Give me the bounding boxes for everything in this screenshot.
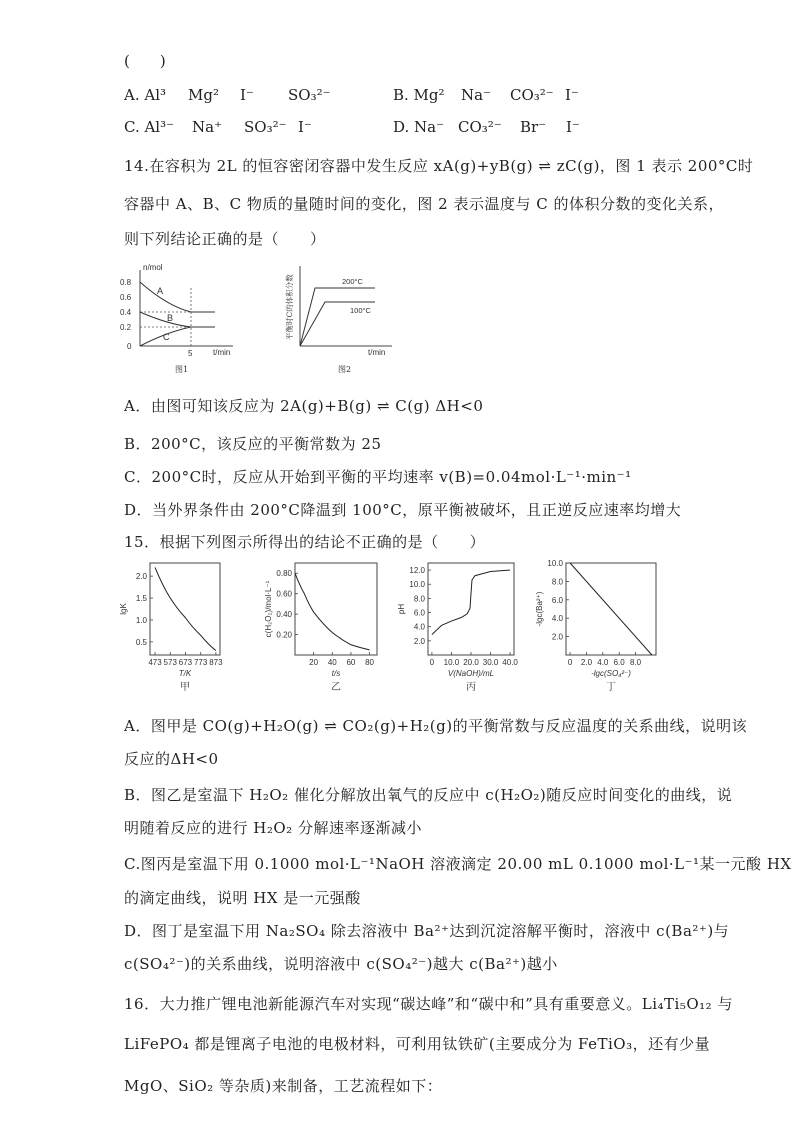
chart-caption: 丙 — [466, 682, 476, 693]
q15-stem: 15．根据下列图示所得出的结论不正确的是（ ） — [124, 533, 486, 551]
chart-xtick-label: 873 — [209, 658, 223, 667]
q15-option-c-line2: 的滴定曲线，说明 HX 是一元强酸 — [124, 889, 361, 907]
chart-ytick-label: 0.60 — [276, 589, 292, 599]
chart-xtick-label: 10.0 — [443, 658, 460, 667]
q16-line1: 16．大力推广锂电池新能源汽车对实现“碳达峰”和“碳中和”具有重要意义。Li₄Ti₅O₁₂ 与 — [124, 995, 733, 1013]
q15-option-b-line1: B．图乙是室温下 H₂O₂ 催化分解放出氧气的反应中 c(H₂O₂)随反应时间变化的曲线，说 — [124, 786, 733, 804]
q15-option-a-line2: 反应的ΔH<0 — [124, 750, 219, 768]
q14-option-a: A．由图可知该反应为 2A(g)+B(g) ⇌ C(g) ΔH<0 — [124, 397, 484, 415]
fig2-series-label-200c: 200°C — [342, 277, 363, 286]
fig2-xlabel: t/min — [368, 348, 386, 357]
chart-ytick-label: 0.80 — [276, 569, 292, 579]
fig1-ytick: 0.4 — [120, 308, 132, 317]
chart-ylabel: -lgc(Ba²⁺) — [535, 591, 544, 627]
q13-bracket: ( ) — [124, 52, 166, 70]
q15-chart-jia — [120, 555, 230, 703]
chart-xtick-label: 2.0 — [580, 658, 593, 667]
q15-option-d-line1: D．图丁是室温下用 Na₂SO₄ 除去溶液中 Ba²⁺达到沉淀溶解平衡时，溶液中 c(Ba²⁺)与 — [124, 922, 730, 940]
q14-option-b: B．200°C，该反应的平衡常数为 25 — [124, 435, 382, 453]
chart-caption: 乙 — [331, 682, 341, 693]
chart-series-line — [155, 567, 216, 650]
chart-ytick-label: 4.0 — [413, 622, 425, 632]
fig1-curve-a — [140, 282, 215, 312]
fig1-xlabel: t/min — [213, 348, 231, 357]
q14-stem-line1: 14.在容积为 2L 的恒容密闭容器中发生反应 xA(g)+yB(g) ⇌ zC(g)，图 1 表示 200°C时 — [124, 157, 754, 175]
chart-ytick-label: 10.0 — [547, 559, 563, 568]
chart-xtick-label: 80 — [365, 658, 374, 667]
chart-xtick-label: 30.0 — [482, 658, 499, 667]
chart-frame — [150, 563, 220, 655]
q14-stem-line2: 容器中 A、B、C 物质的量随时间的变化，图 2 表示温度与 C 的体积分数的变化关系， — [124, 195, 724, 213]
chart-xtick-label: 473 — [148, 658, 162, 667]
chart-frame — [295, 563, 377, 655]
chart-xtick-label: 673 — [178, 658, 193, 667]
q15-chart-bing — [392, 555, 522, 703]
chart-ytick-label: 0.20 — [276, 630, 292, 640]
fig1-ytick: 0.6 — [120, 293, 132, 302]
q13-option-a-ion2: I⁻ — [240, 86, 254, 104]
q15-chart-yi — [255, 555, 385, 703]
chart-xtick-label: 0 — [567, 658, 573, 667]
chart-xtick-label: 0 — [429, 658, 435, 667]
q13-option-b-ion1: Na⁻ — [461, 86, 491, 104]
q15-option-c-line1: C.图丙是室温下用 0.1000 mol·L⁻¹NaOH 溶液滴定 20.00 mL 0.1000 mol·L⁻¹某一元酸 HX — [124, 855, 792, 873]
chart-ylabel: c(H₂O₂)/mol·L⁻¹ — [264, 580, 273, 638]
chart-xtick-label: 4.0 — [597, 658, 609, 667]
fig1-curve-label-c: C — [163, 332, 170, 342]
q13-option-d-ion2: Br⁻ — [520, 118, 547, 136]
chart-ylabel: lgK — [119, 603, 128, 615]
chart-caption: 丁 — [606, 682, 616, 693]
chart-xtick-label: 573 — [163, 658, 177, 667]
q13-option-a-ion1: Mg² — [188, 86, 219, 104]
fig2-caption: 图2 — [338, 365, 352, 374]
chart-xtick-label: 20 — [309, 658, 319, 667]
q14-option-d: D．当外界条件由 200°C降温到 100°C，原平衡被破坏，且正逆反应速率均增大 — [124, 501, 682, 519]
chart-xtick-label: 6.0 — [613, 658, 625, 667]
chart-series-line — [295, 573, 370, 650]
q14-option-c: C．200°C时，反应从开始到平衡的平均速率 v(B)=0.04mol·L⁻¹·min⁻¹ — [124, 468, 632, 486]
chart-xtick-label: 773 — [193, 658, 208, 667]
chart-ytick-label: 8.0 — [413, 594, 425, 604]
q15-chart-ding — [528, 555, 663, 703]
chart-ytick-label: 1.0 — [135, 615, 147, 625]
q13-option-a-ion3: SO₃²⁻ — [288, 86, 331, 104]
chart-ytick-label: 8.0 — [551, 577, 563, 587]
chart-series-line — [570, 563, 652, 655]
q13-option-d-ion1: CO₃²⁻ — [458, 118, 502, 136]
chart-xlabel: t/s — [331, 669, 341, 678]
q14-stem-line3: 则下列结论正确的是（ ） — [124, 230, 326, 248]
chart-ytick-label: 0.40 — [276, 610, 292, 620]
chart-caption: 甲 — [180, 682, 190, 693]
q13-option-c-ion2: SO₃²⁻ — [244, 118, 287, 136]
q13-option-b-ion2: CO₃²⁻ — [510, 86, 554, 104]
q16-line3: MgO、SiO₂ 等杂质)来制备，工艺流程如下： — [124, 1077, 443, 1095]
chart-xtick-label: 20.0 — [463, 658, 479, 667]
chart-ytick-label: 6.0 — [413, 608, 425, 618]
q15-option-b-line2: 明随着反应的进行 H₂O₂ 分解速率逐渐减小 — [124, 819, 422, 837]
chart-ylabel: pH — [397, 603, 406, 615]
fig1-ylabel: n/mol — [143, 263, 163, 272]
chart-ytick-label: 12.0 — [409, 566, 425, 576]
fig1-curve-c — [140, 327, 215, 346]
fig1-curve-b — [140, 312, 215, 327]
fig1-caption: 图1 — [175, 365, 189, 374]
chart-ytick-label: 1.5 — [135, 594, 147, 604]
chart-xtick-label: 60 — [346, 658, 356, 667]
chart-series-line — [432, 570, 510, 634]
q16-line2: LiFePO₄ 都是锂离子电池的电极材料，可利用钛铁矿(主要成分为 FeTiO₃，还有少量 — [124, 1035, 711, 1053]
chart-ytick-label: 4.0 — [551, 614, 563, 624]
chart-xtick-label: 40.0 — [502, 658, 518, 667]
chart-ytick-label: 6.0 — [551, 595, 563, 605]
chart-xlabel: -lgc(SO₄²⁻) — [591, 669, 631, 678]
chart-ytick-label: 10.0 — [409, 580, 425, 590]
fig1-curve-label-a: A — [157, 286, 164, 296]
chart-ytick-label: 2.0 — [413, 636, 425, 646]
chart-ytick-label: 2.0 — [135, 572, 147, 582]
fig1-xtick-5: 5 — [188, 349, 193, 358]
chart-ytick-label: 0.5 — [135, 637, 147, 647]
chart-xlabel: T/K — [178, 669, 192, 678]
chart-xlabel: V(NaOH)/mL — [447, 669, 495, 678]
q13-option-c-ion3: I⁻ — [298, 118, 312, 136]
chart-xtick-label: 40 — [327, 658, 337, 667]
chart-ytick-label: 2.0 — [551, 632, 563, 642]
q13-option-b-ion3: I⁻ — [565, 86, 579, 104]
fig1-ytick: 0.8 — [120, 278, 132, 287]
fig2-series-label-100c: 100°C — [350, 306, 371, 315]
fig2-series-200c — [300, 288, 375, 346]
fig1-curve-label-b: B — [167, 313, 174, 323]
chart-frame — [428, 563, 514, 655]
q13-option-d-label: D. Na⁻ — [393, 118, 445, 136]
q13-option-a-label: A. Al³ — [124, 86, 167, 104]
q14-figure2 — [280, 258, 400, 380]
q15-option-a-line1: A．图甲是 CO(g)+H₂O(g) ⇌ CO₂(g)+H₂(g)的平衡常数与反应温度的关系曲线，说明该 — [124, 717, 748, 735]
fig2-ylabel: 平衡时C的体积分数 — [285, 274, 294, 340]
q15-option-d-line2: c(SO₄²⁻)的关系曲线，说明溶液中 c(SO₄²⁻)越大 c(Ba²⁺)越小 — [124, 955, 558, 973]
chart-xtick-label: 8.0 — [629, 658, 642, 667]
q13-option-b-label: B. Mg² — [393, 86, 445, 104]
q13-option-c-label: C. Al³⁻ — [124, 118, 175, 136]
q13-option-c-ion1: Na⁺ — [192, 118, 222, 136]
fig1-ytick: 0.2 — [120, 323, 132, 332]
q13-option-d-ion3: I⁻ — [566, 118, 580, 136]
fig1-ytick: 0 — [127, 342, 132, 351]
q14-figure1 — [115, 258, 245, 380]
